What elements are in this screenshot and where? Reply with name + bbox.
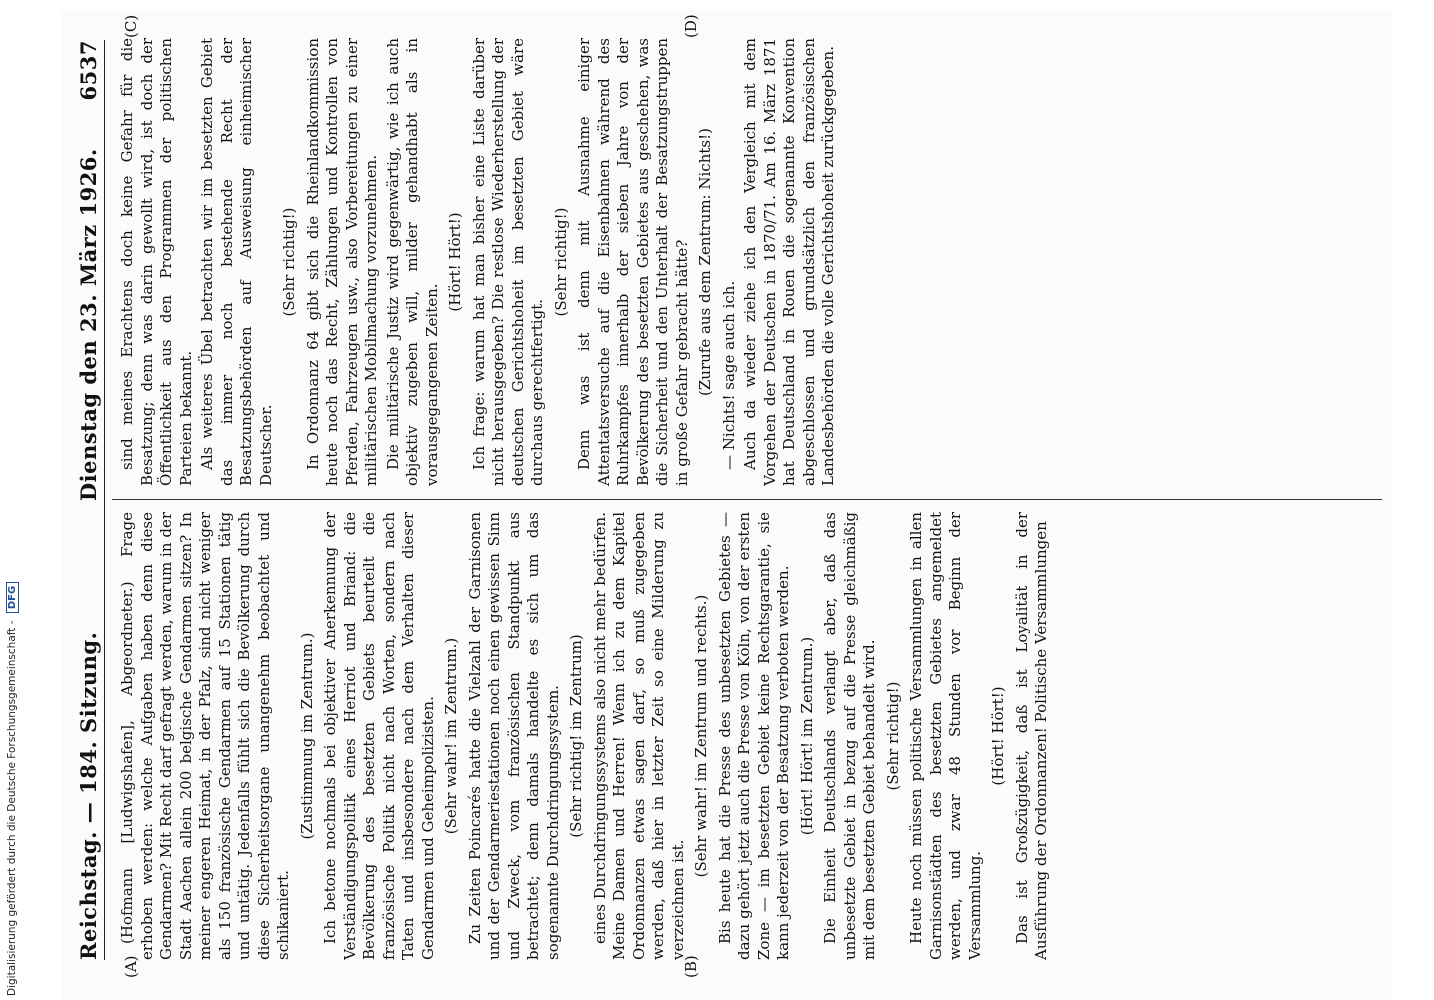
paragraph: Auch da wieder ziehe ich den Vergleich mit dem Vorgehen der Deutschen in 1870/71. Am 16. März 1871 hat Deutschland in Rouen die sogenannte Konvention abgeschlossen und grundsätzlich den französischen Landesbehörden die volle Gerichtshoheit zurückgegeben. [741, 38, 837, 486]
paragraph: — Nichts! sage auch ich. [719, 280, 738, 470]
header-date-page [76, 40, 101, 501]
header-session: Reichstag. — 184. Sitzung. [76, 631, 101, 960]
paragraph: eines Durchdringungssystems also nicht mehr bedürfen. Meine Damen und Herren! Wenn ich zu dem Kapitel Ordonnanzen etwas sagen darf, so muß zugegeben werden, daß hier in letzter Zeit so eine Milderung zu verzeichnen ist. [590, 512, 687, 960]
margin-marker-d: (D) [682, 14, 700, 38]
page-number: 6537 [76, 40, 101, 101]
interjection: (Sehr richtig!) [551, 207, 570, 317]
paragraph: Heute noch müssen politische Versammlungen in allen Garnisonstädten des besetzten Gebietes angemeldet werden, und zwar 48 Stunden vor Beginn der Versammlung. [907, 512, 984, 960]
right-column [118, 38, 1382, 486]
column-divider [112, 499, 1382, 500]
margin-marker-b: (B) [682, 955, 700, 978]
interjection: (Sehr richtig! im Zentrum) [567, 634, 585, 838]
digitization-credit [6, 6, 28, 996]
interjection: (Zurufe aus dem Zentrum: Nichts!) [696, 128, 714, 396]
interjection: (Hört! Hört!) [989, 686, 1007, 786]
interjection: (Hört! Hört!) [446, 212, 464, 312]
paragraph: sind meines Erachtens doch keine Gefahr für die Besatzung; denn was darin gewollt wird, ist doch der Öffentlichkeit aus den Programmen der politischen Parteien bekannt. [118, 38, 195, 486]
interjection: (Hört! Hört! im Zentrum.) [797, 636, 816, 836]
paragraph: Zu Zeiten Poincarés hatte die Vielzahl der Garnisonen und der Gendarmeriestationen noch einen gewissen Sinn und Zweck, vom französischen Standpunkt aus betrachtet; denn damals handelte es sich um das sogenannte Durchdringungssystem. [465, 512, 562, 960]
paragraph: Die militärische Justiz wird gegenwärtig, wie ich auch objektiv zugeben will, milder gehandhabt als in vorausgegangenen Zeiten. [383, 38, 441, 486]
interjection: (Sehr richtig!) [883, 681, 902, 791]
interjection: (Zustimmung im Zentrum.) [297, 632, 316, 840]
paragraph: (Hofmann [Ludwigshafen], Abgeordneter.) Frage erhoben werden: welche Aufgaben haben denn diese Gendarmen? Mit Recht darf gefragt werden, warum in der Stadt Aachen allein 200 belgische Gendarmen sitzen? In meiner engeren Heimat, in der Pfalz, sind nicht weniger als 150 französische Gendarmen auf 15 Stationen tätig und untätig. Jedenfalls fühlt sich die Bevölkerung durch diese Sicherheitsorgane unangenehm beobachtet und schikaniert. [118, 512, 292, 960]
interjection: (Sehr wahr! im Zentrum und rechts.) [692, 594, 710, 878]
margin-marker-c: (C) [122, 14, 140, 38]
dfg-logo: DFG [6, 582, 19, 613]
margin-marker-a: (A) [122, 955, 140, 978]
header-date: Dienstag den 23. März 1926. [76, 148, 101, 502]
paragraph: Denn was ist denn mit Ausnahme einiger Attentatsversuche auf die Eisenbahnen während des Ruhrkampfes innerhalb der sieben Jahre von der Bevölkerung des besetzten Gebietes aus geschehen, was die Sicherheit und den Unterhalt der Besatzungstruppen in große Gefahr gebracht hätte? [575, 38, 691, 486]
paragraph: Bis heute hat die Presse des unbesetzten Gebietes — dazu gehört jetzt auch die Presse von Köln, von der ersten Zone — im besetzten Gebiet keine Rechtsgarantie, sie kann jederzeit von der Besatzung verboten werden. [715, 512, 792, 960]
paragraph: Das ist Großzügigkeit, daß ist Loyalität in der Ausführung der Ordonnanzen! Politische Versammlungen [1012, 512, 1050, 960]
interjection: (Sehr wahr! im Zentrum.) [442, 637, 460, 835]
footer-text: Digitalisierung gefördert durch die Deutsche Forschungsgemeinschaft - [6, 620, 18, 996]
scanned-page [62, 10, 1392, 1000]
page-header [74, 40, 104, 960]
paragraph: Die Einheit Deutschlands verlangt aber, daß das unbesetzte Gebiet in bezug auf die Presse gleichmäßig mit dem besetzten Gebiet behandelt wird. [821, 512, 878, 960]
paragraph: Als weiteres Übel betrachten wir im besetzten Gebiet das immer noch bestehende Recht der Besatzungsbehörden auf Ausweisung einheimischer Deutscher. [198, 38, 275, 486]
paragraph: Ich frage: warum hat man bisher eine Liste darüber nicht herausgegeben? Die restlose Wiederherstellung der deutschen Gerichtshoheit im besetzten Gebiet wäre durchaus gerechtfertigt. [469, 38, 546, 486]
interjection: (Sehr richtig!) [280, 207, 298, 317]
left-column [118, 512, 1382, 960]
header-rule [104, 40, 105, 960]
paragraph: In Ordonnanz 64 gibt sich die Rheinlandkommission heute noch das Recht, Zählungen und Kontrollen von Pferden, Fahrzeugen usw., also Vorbereitungen zu einer militärischen Mobilmachung vorzunehmen. [303, 38, 380, 486]
paragraph: Ich betone nochmals bei objektiver Anerkennung der Verständigungspolitik eines Herriot und Briand: die Bevölkerung des besetzten Gebiets beurteilt die französische Politik nicht nach Worten, sondern nach Taten und insbesondere nach dem Verhalten dieser Gendarmen und Geheimpolizisten. [321, 512, 437, 960]
